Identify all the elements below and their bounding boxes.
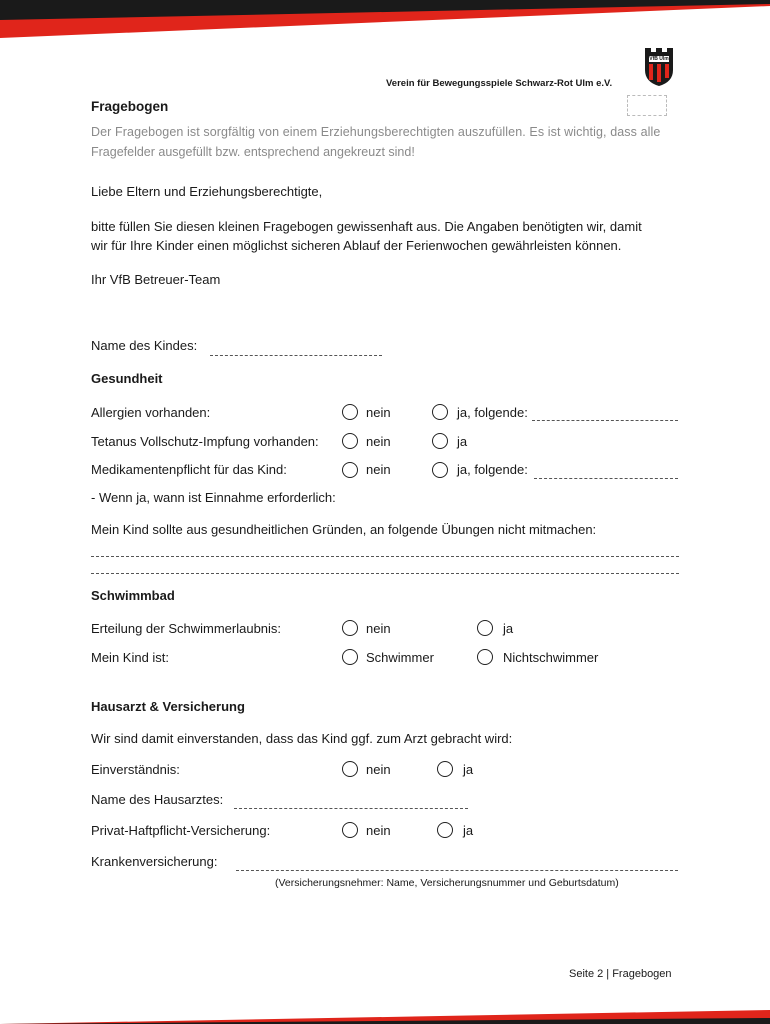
swim-permission-yes-radio[interactable]	[477, 620, 493, 636]
page-footer: Seite 2 | Fragebogen	[569, 968, 672, 980]
consent-label: Einverständnis:	[91, 762, 180, 777]
child-name-label: Name des Kindes:	[91, 338, 198, 353]
tetanus-label: Tetanus Vollschutz-Impfung vorhanden:	[91, 434, 319, 449]
swim-permission-label: Erteilung der Schwimmerlaubnis:	[91, 621, 282, 636]
medication-label: Medikamentenpflicht für das Kind:	[91, 462, 287, 477]
bottom-band	[0, 1004, 770, 1024]
consent-yes-label: ja	[463, 762, 474, 777]
exercises-field-2[interactable]	[91, 573, 679, 574]
medication-no-label: nein	[366, 462, 391, 477]
allergies-yes-radio[interactable]	[432, 404, 448, 420]
consent-no-radio[interactable]	[342, 761, 358, 777]
medication-field[interactable]	[534, 478, 678, 479]
medication-yes-label: ja, folgende:	[457, 462, 528, 477]
tetanus-yes-radio[interactable]	[432, 433, 448, 449]
page-title: Fragebogen	[91, 99, 169, 114]
swim-kind-label: Mein Kind ist:	[91, 650, 170, 665]
body-line-2: wir für Ihre Kinder einen möglichst sicheren Ablauf der Ferienwochen gewährleisten können.	[91, 238, 622, 253]
insurance-hint: (Versicherungsnehmer: Name, Versicherungsnummer und Geburtsdatum)	[275, 877, 619, 889]
signature: Ihr VfB Betreuer-Team	[91, 272, 221, 287]
stamp-box	[627, 95, 667, 116]
allergies-label: Allergien vorhanden:	[91, 405, 211, 420]
allergies-field[interactable]	[532, 420, 678, 421]
tetanus-no-radio[interactable]	[342, 433, 358, 449]
insurance-field[interactable]	[236, 870, 678, 871]
doctor-heading: Hausarzt & Versicherung	[91, 699, 245, 714]
allergies-yes-label: ja, folgende:	[457, 405, 528, 420]
nonswimmer-radio[interactable]	[477, 649, 493, 665]
liability-label: Privat-Haftpflicht-Versicherung:	[91, 823, 271, 838]
instructions-line-2: Fragefelder ausgefüllt bzw. entsprechend angekreuzt sind!	[91, 145, 415, 159]
liability-no-label: nein	[366, 823, 391, 838]
exercises-field-1[interactable]	[91, 556, 679, 557]
body-line-1: bitte füllen Sie diesen kleinen Fragebogen gewissenhaft aus. Die Angaben benötigten wir, damit	[91, 219, 642, 234]
child-name-field[interactable]	[210, 355, 382, 356]
swimmer-radio[interactable]	[342, 649, 358, 665]
medication-yes-radio[interactable]	[432, 462, 448, 478]
club-crest-icon	[641, 44, 677, 86]
consent-yes-radio[interactable]	[437, 761, 453, 777]
swimmer-label: Schwimmer	[366, 650, 434, 665]
insurance-label: Krankenversicherung:	[91, 854, 218, 869]
doctor-name-field[interactable]	[234, 808, 468, 809]
nonswimmer-label: Nichtschwimmer	[503, 650, 599, 665]
allergies-no-radio[interactable]	[342, 404, 358, 420]
logo-text: VfB Ulm	[649, 56, 669, 62]
liability-yes-radio[interactable]	[437, 822, 453, 838]
swim-permission-no-label: nein	[366, 621, 391, 636]
tetanus-yes-label: ja	[457, 434, 468, 449]
intake-label: - Wenn ja, wann ist Einnahme erforderlich:	[91, 490, 336, 505]
consent-text: Wir sind damit einverstanden, dass das Kind ggf. zum Arzt gebracht wird:	[91, 731, 513, 746]
health-heading: Gesundheit	[91, 371, 163, 386]
allergies-no-label: nein	[366, 405, 391, 420]
club-logo	[641, 44, 677, 86]
org-name: Verein für Bewegungsspiele Schwarz-Rot Ulm e.V.	[386, 78, 613, 89]
medication-no-radio[interactable]	[342, 462, 358, 478]
swim-permission-yes-label: ja	[503, 621, 514, 636]
greeting: Liebe Eltern und Erziehungsberechtigte,	[91, 184, 323, 199]
tetanus-no-label: nein	[366, 434, 391, 449]
swim-permission-no-radio[interactable]	[342, 620, 358, 636]
consent-no-label: nein	[366, 762, 391, 777]
instructions-line-1: Der Fragebogen ist sorgfältig von einem Erziehungsberechtigten auszufüllen. Es ist wichtig, dass alle	[91, 125, 661, 139]
doctor-name-label: Name des Hausarztes:	[91, 792, 224, 807]
liability-yes-label: ja	[463, 823, 474, 838]
liability-no-radio[interactable]	[342, 822, 358, 838]
swimming-heading: Schwimmbad	[91, 588, 175, 603]
exercises-label: Mein Kind sollte aus gesundheitlichen Gründen, an folgende Übungen nicht mitmachen:	[91, 522, 597, 537]
top-band	[0, 0, 770, 42]
